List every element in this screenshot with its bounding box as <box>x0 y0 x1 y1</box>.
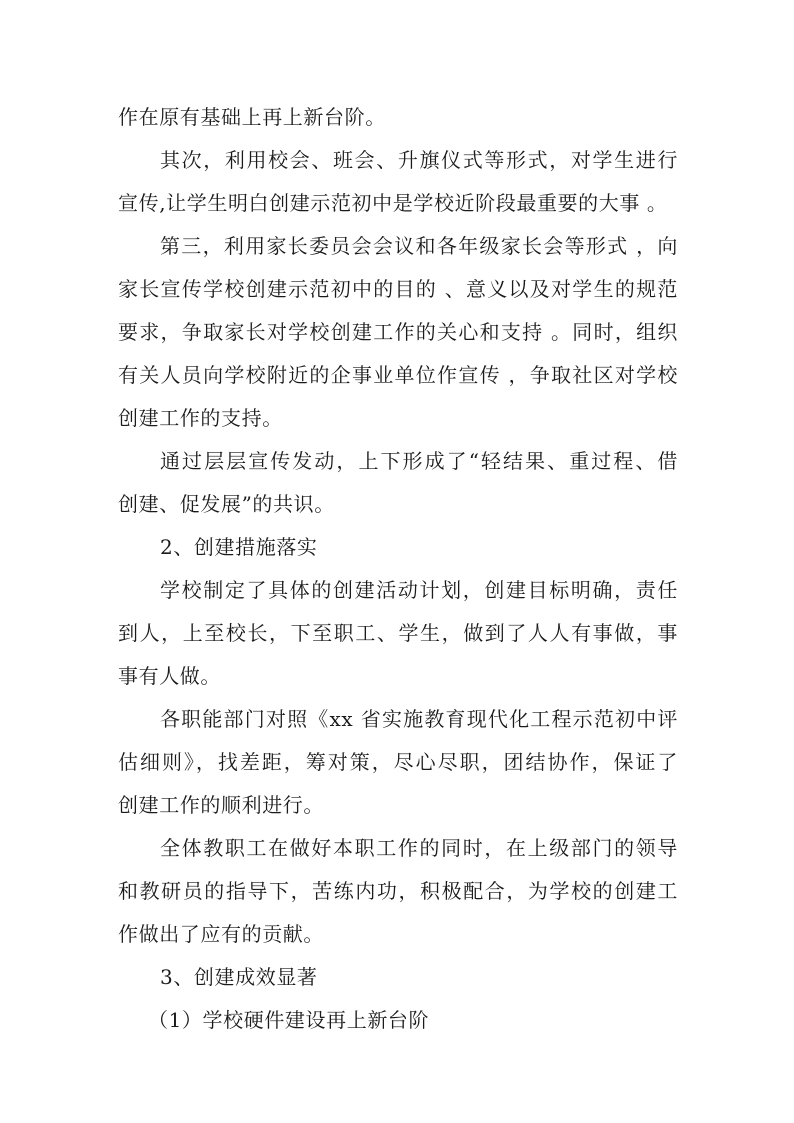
paragraph-line: 到人，上至校长，下至职工、学生，做到了人人有事做，事 <box>118 621 678 645</box>
paragraph-line: 估细则》，找差距，筹对策，尽心尽职，团结协作，保证了 <box>118 750 678 774</box>
paragraph-line: 创建工作的支持。 <box>118 406 283 430</box>
paragraph-line: 作在原有基础上再上新台阶。 <box>118 105 386 129</box>
section-heading: 3、创建成效显著 <box>160 965 318 989</box>
subsection-heading: （1）学校硬件建设再上新台阶 <box>148 1008 430 1032</box>
paragraph-line: 学校制定了具体的创建活动计划，创建目标明确，责任 <box>160 578 678 602</box>
paragraph-line: 各职能部门对照《xx 省实施教育现代化工程示范初中评 <box>160 707 678 731</box>
paragraph-line: 创建、促发展”的共识。 <box>118 492 335 516</box>
paragraph-line: 家长宣传学校创建示范初中的目的 、意义以及对学生的规范 <box>118 277 678 301</box>
paragraph-line: 和教研员的指导下，苦练内功，积极配合，为学校的创建工 <box>118 879 678 903</box>
paragraph-line: 第三，利用家长委员会会议和各年级家长会等形式 ，向 <box>160 234 678 258</box>
paragraph-line: 事有人做。 <box>118 664 221 688</box>
paragraph-line: 作做出了应有的贡献。 <box>118 922 324 946</box>
paragraph-line: 其次，利用校会、班会、升旗仪式等形式，对学生进行 <box>160 148 678 172</box>
paragraph-line: 宣传,让学生明白创建示范初中是学校近阶段最重要的大事 。 <box>118 191 668 215</box>
paragraph-line: 有关人员向学校附近的企事业单位作宣传 ，争取社区对学校 <box>118 363 678 387</box>
paragraph-line: 创建工作的顺利进行。 <box>118 793 324 817</box>
paragraph-line: 通过层层宣传发动，上下形成了“轻结果、重过程、借 <box>160 449 678 473</box>
paragraph-line: 要求，争取家长对学校创建工作的关心和支持 。同时，组织 <box>118 320 678 344</box>
paragraph-line: 全体教职工在做好本职工作的同时，在上级部门的领导 <box>160 836 678 860</box>
section-heading: 2、创建措施落实 <box>160 535 318 559</box>
